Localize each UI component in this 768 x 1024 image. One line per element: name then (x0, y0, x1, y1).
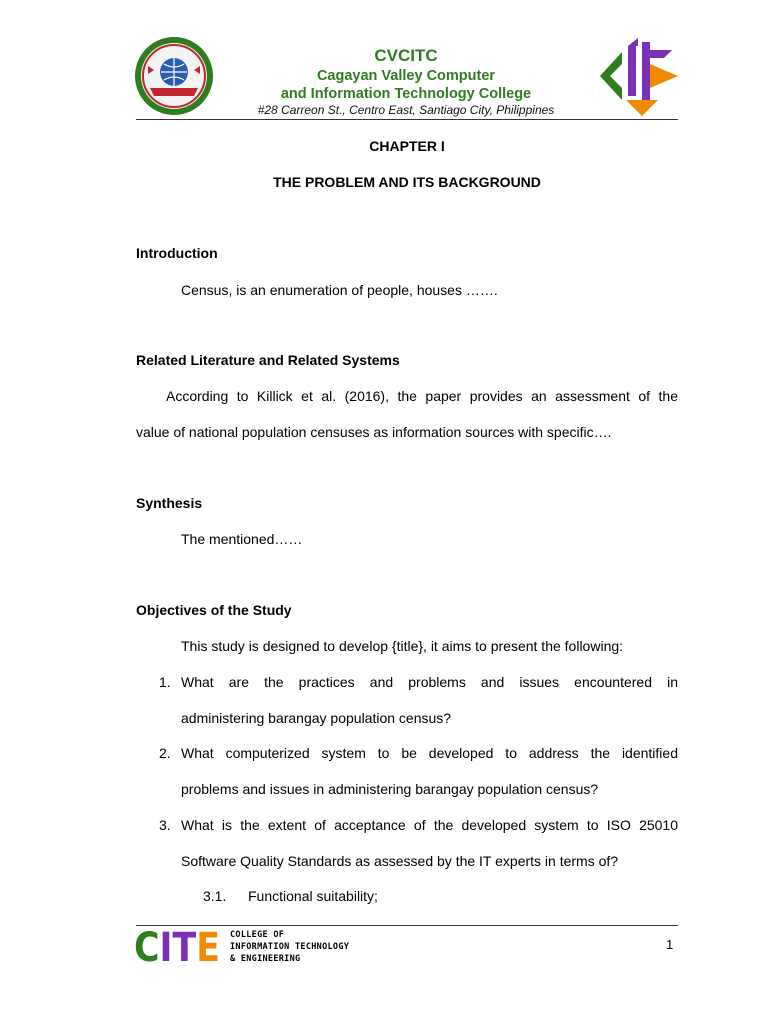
objective-line2: problems and issues in administering barangay population census? (181, 781, 599, 797)
footer-college-line1: COLLEGE OF (230, 930, 285, 940)
synthesis-heading: Synthesis (136, 495, 203, 511)
subitem-number: 3.1. (203, 888, 227, 904)
college-seal-logo (134, 36, 214, 116)
chapter-title: THE PROBLEM AND ITS BACKGROUND (273, 174, 541, 190)
college-address: #28 Carreon St., Centro East, Santiago City, Philippines (257, 103, 555, 117)
introduction-heading: Introduction (136, 245, 218, 261)
related-literature-heading: Related Literature and Related Systems (136, 352, 400, 368)
objective-number: 2. (159, 745, 171, 761)
objective-line2: Software Quality Standards as assessed by the IT experts in terms of? (181, 853, 619, 869)
objective-line1: What is the extent of acceptance of the developed system to ISO 25010 (181, 817, 678, 833)
synthesis-text: The mentioned…… (181, 531, 303, 547)
header-divider (136, 119, 678, 120)
objectives-intro: This study is designed to develop {title}, it aims to present the following: (181, 638, 624, 654)
chapter-label: CHAPTER I (369, 138, 445, 154)
page-number: 1 (666, 937, 674, 952)
cite-emblem-logo (598, 36, 680, 118)
college-name-line1: Cagayan Valley Computer (316, 68, 496, 84)
objectives-heading: Objectives of the Study (136, 602, 292, 618)
related-literature-line2: value of national population censuses as information sources with specific…. (136, 424, 612, 440)
college-name-line2: and Information Technology College (280, 86, 532, 102)
subitem-text: Functional suitability; (248, 888, 378, 904)
svg-text:CITE: CITE (134, 928, 224, 964)
footer-divider (136, 925, 678, 926)
footer-college-line2: INFORMATION TECHNOLOGY (230, 942, 350, 952)
cite-footer-logo (134, 928, 224, 964)
objective-number: 1. (159, 674, 171, 690)
objective-line2: administering barangay population census? (181, 710, 452, 726)
objective-line1: What computerized system to be developed to address the identified (181, 745, 678, 761)
footer-college-line3: & ENGINEERING (230, 954, 301, 964)
college-acronym: CVCITC (374, 46, 438, 65)
introduction-text: Census, is an enumeration of people, houses ……. (181, 282, 498, 298)
objective-line1: What are the practices and problems and issues encountered in (181, 674, 678, 690)
objective-number: 3. (159, 817, 171, 833)
related-literature-line1: According to Killick et al. (2016), the paper provides an assessment of the (166, 388, 678, 404)
